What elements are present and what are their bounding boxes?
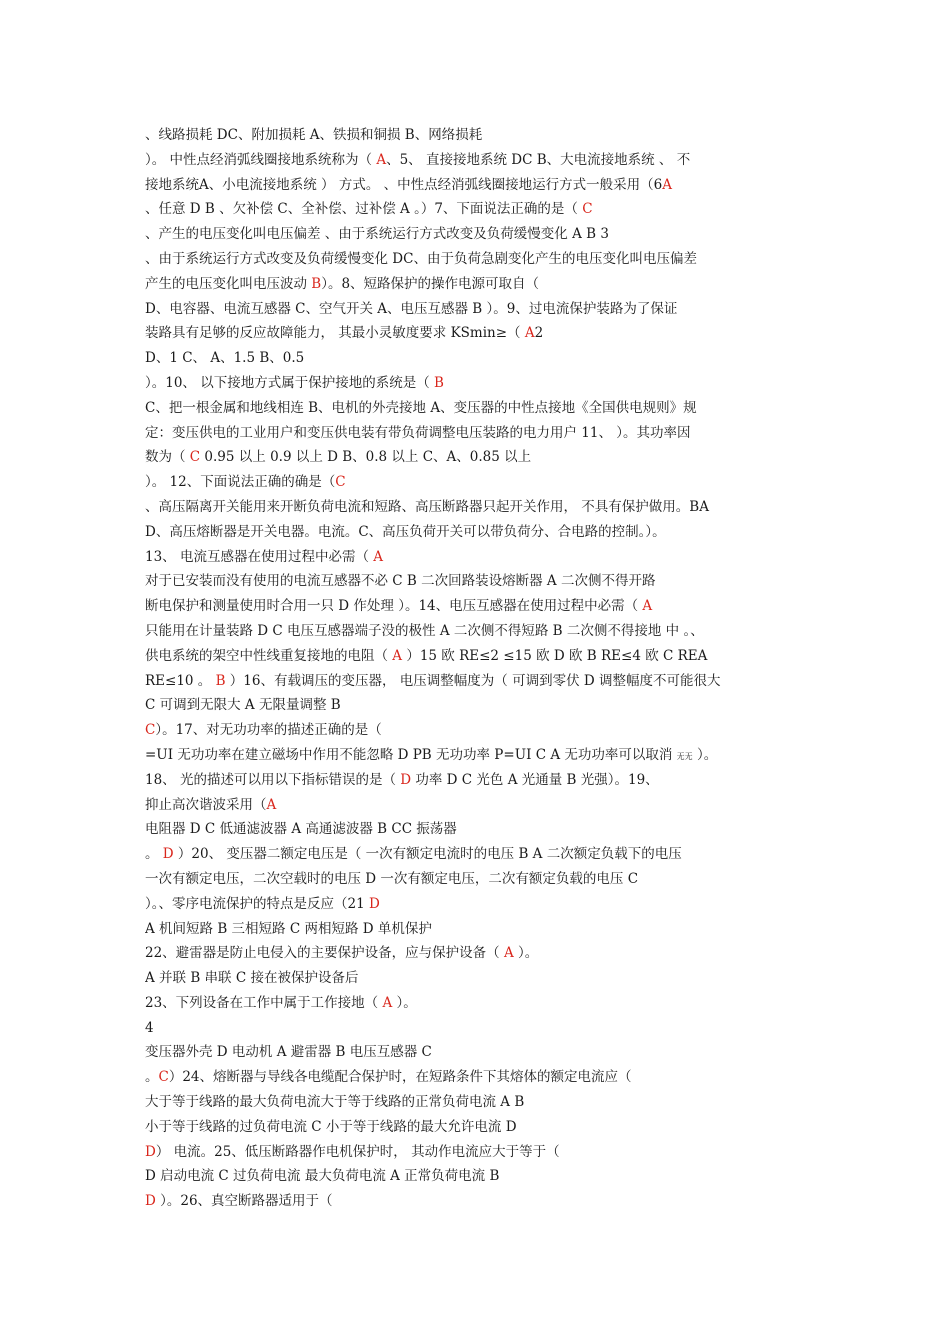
text-line	[145, 396, 815, 421]
text-segment: 只能用在计量装路 D C 电压互感器端子没的极性 A 二次侧不得短路 B 二次侧不得接地 中 。、	[145, 622, 704, 639]
text-segment: 对于已安装而没有使用的电流互感器不必 C B 二次回路装设熔断器 A 二次侧不得开路	[145, 573, 656, 590]
text-line	[145, 272, 815, 297]
answer-mark: D	[145, 1143, 156, 1160]
text-segment: 功率 D C 光色 A 光通量 B 光强）。19、	[411, 771, 659, 788]
text-segment: 。	[145, 1069, 159, 1086]
text-line	[145, 693, 815, 718]
text-line	[145, 1065, 815, 1090]
answer-mark: C	[582, 201, 593, 218]
text-segment: ） 电流。25、低压断路器作电机保护时， 其动作电流应大于等于（	[155, 1143, 560, 1160]
text-segment: C 可调到无限大 A 无限量调整 B	[145, 697, 341, 714]
text-segment: D 启动电流 C 过负荷电流 最大负荷电流 A 正常负荷电流 B	[145, 1168, 500, 1185]
answer-mark: D	[162, 846, 174, 863]
text-segment: ）。、零序电流保护的特点是反应（21	[145, 895, 369, 912]
answer-mark: C	[189, 449, 201, 466]
answer-mark: A	[373, 548, 384, 565]
text-segment: 18、 光的描述可以用以下指标错误的是（	[145, 771, 401, 788]
text-segment: D、高压熔断器是开关电器。电流。C、高压负荷开关可以带负荷分、合电路的控制。）。	[145, 523, 666, 540]
text-segment: 变压器外壳 D 电动机 A 避雷器 B 电压互感器 C	[145, 1044, 432, 1061]
text-line	[145, 1090, 815, 1115]
text-line	[145, 1016, 815, 1041]
text-segment: =UI 无功功率在建立磁场中作用不能忽略 D PB 无功功率 P=UI C A 无功功率可以取消	[145, 746, 677, 763]
text-line	[145, 1189, 815, 1214]
text-segment: ）。10、 以下接地方式属于保护接地的系统是（	[145, 374, 435, 391]
answer-mark: A	[524, 325, 535, 342]
text-line	[145, 445, 815, 470]
text-segment: 22、避雷器是防止电侵入的主要保护设备，应与保护设备（	[145, 945, 504, 962]
text-line	[145, 545, 815, 570]
text-line	[145, 743, 815, 768]
text-line	[145, 197, 815, 222]
text-line	[145, 644, 815, 669]
answer-mark: A	[266, 796, 277, 813]
text-segment: 一次有额定电压，二次空载时的电压 D 一次有额定电压，二次有额定负载的电压 C	[145, 870, 639, 887]
text-line	[145, 495, 815, 520]
text-line	[145, 1040, 815, 1065]
answer-mark: A	[392, 647, 403, 664]
text-line	[145, 470, 815, 495]
text-segment: 小于等于线路的过负荷电流 C 小于等于线路的最大允许电流 D	[145, 1118, 517, 1135]
text-segment: ）15 欧 RE≤2 ≤15 欧 D 欧 B RE≤4 欧 C REA	[402, 647, 708, 664]
answer-mark: A	[382, 994, 393, 1011]
text-segment: ）。 中性点经消弧线圈接地系统称为（	[145, 151, 377, 168]
text-segment: ）。	[513, 945, 539, 962]
text-segment: 、线路损耗 DC、附加损耗 A、铁损和铜损 B、网络损耗	[145, 127, 483, 143]
text-line	[145, 619, 815, 644]
text-segment: 断电保护和测量使用时合用一只 D 作处理 ）。14、电压互感器在使用过程中必需（	[145, 598, 643, 615]
answer-mark: A	[376, 151, 387, 168]
answer-mark: B	[215, 672, 226, 689]
text-segment: 抑止高次谐波采用（	[145, 796, 267, 813]
text-line	[145, 421, 815, 446]
text-line	[145, 173, 815, 198]
text-segment: 0.95 以上 0.9 以上 D B、0.8 以上 C、A、0.85 以上	[200, 449, 532, 466]
text-segment: 、高压隔离开关能用来开断负荷电流和短路、高压断路器只起开关作用， 不具有保护做用。BA	[145, 498, 709, 515]
answer-mark: A	[503, 945, 514, 962]
text-segment: 大于等于线路的最大负荷电流大于等于线路的正常负荷电流 A B	[145, 1094, 525, 1111]
text-segment: 23、下列设备在工作中属于工作接地（	[145, 994, 383, 1011]
text-segment: 、5、 直接接地系统 DC B、大电流接地系统 、 不	[386, 151, 691, 168]
text-line	[145, 520, 815, 545]
text-line	[145, 297, 815, 322]
text-line	[145, 966, 815, 991]
text-line	[145, 222, 815, 247]
document-body	[145, 123, 815, 1214]
answer-mark: D	[145, 1193, 156, 1210]
text-line	[145, 247, 815, 272]
text-line	[145, 793, 815, 818]
answer-mark: A	[662, 176, 672, 193]
text-line	[145, 1140, 815, 1165]
text-segment: ）。 12、下面说法正确的确是（	[145, 474, 336, 491]
text-segment: 接地系统A、小电流接地系统 ） 方式。 、中性点经消弧线圈接地运行方式一般采用（6	[145, 176, 663, 193]
text-segment: ）。	[392, 994, 417, 1011]
text-segment: D、1 C、 A、1.5 B、0.5	[145, 350, 305, 367]
text-line	[145, 991, 815, 1016]
text-segment: 13、 电流互感器在使用过程中必需（	[145, 548, 374, 565]
text-segment: 产生的电压变化叫电压波动	[145, 275, 312, 292]
text-segment: ）24、熔断器与导线各电缆配合保护时，在短路条件下其熔体的额定电流应（	[168, 1069, 632, 1086]
answer-mark: C	[335, 474, 346, 491]
text-line	[145, 917, 815, 942]
text-segment: 4	[145, 1019, 154, 1036]
text-line	[145, 371, 815, 396]
text-segment: ）16、有载调压的变压器， 电压调整幅度为（ 可调到零伏 D 调整幅度不可能很大	[225, 672, 721, 689]
answer-mark: D	[400, 771, 412, 788]
text-segment: 无无	[676, 751, 693, 761]
text-segment: 、任意 D B 、欠补偿 C、全补偿、过补偿 A 。）7、下面说法正确的是（	[145, 201, 583, 218]
text-segment: 、由于系统运行方式改变及负荷缓慢变化 DC、由于负荷急剧变化产生的电压变化叫电压偏差	[145, 250, 697, 267]
text-segment: ）20、 变压器二额定电压是（ 一次有额定电流时的电压 B A 二次额定负载下的电压	[173, 846, 682, 863]
text-segment: A 机间短路 B 三相短路 C 两相短路 D 单机保护	[145, 920, 432, 937]
answer-mark: D	[368, 895, 380, 912]
answer-mark: C	[158, 1069, 169, 1086]
text-segment: ）。	[692, 746, 718, 763]
text-segment: 定：变压供电的工业用户和变压供电装有带负荷调整电压装路的电力用户 11、 ）。其功率因	[145, 424, 691, 441]
text-line	[145, 594, 815, 619]
answer-mark: A	[642, 598, 653, 615]
text-segment: 数为（	[145, 449, 190, 466]
text-line	[145, 768, 815, 793]
text-segment: ）。26、真空断路器适用于（	[155, 1193, 333, 1210]
text-segment: 、产生的电压变化叫电压偏差 、由于系统运行方式改变及负荷缓慢变化 A B 3	[145, 226, 609, 243]
text-segment: RE≤10 。	[145, 672, 216, 689]
text-segment: 装路具有足够的反应故障能力， 其最小灵敏度要求 KSmin≥（	[145, 325, 525, 342]
text-line	[145, 892, 815, 917]
text-line	[145, 123, 815, 148]
answer-mark: B	[434, 374, 444, 391]
text-line	[145, 817, 815, 842]
text-line	[145, 842, 815, 867]
text-segment: A 并联 B 串联 C 接在被保护设备后	[145, 970, 359, 987]
text-line	[145, 346, 815, 371]
text-line	[145, 1115, 815, 1140]
text-line	[145, 148, 815, 173]
text-segment: ）。8、短路保护的操作电源可取自（	[321, 275, 540, 292]
text-line	[145, 1164, 815, 1189]
text-segment: 供电系统的架空中性线重复接地的电阻（	[145, 647, 393, 664]
text-line	[145, 669, 815, 694]
text-line	[145, 867, 815, 892]
text-segment: 电阻器 D C 低通滤波器 A 高通滤波器 B CC 振荡器	[145, 821, 457, 838]
answer-mark: C	[145, 722, 156, 739]
text-segment: 2	[534, 325, 544, 342]
text-line	[145, 718, 815, 743]
text-segment: C、把一根金属和地线相连 B、电机的外壳接地 A、变压器的中性点接地《全国供电规则》规	[145, 399, 697, 416]
text-line	[145, 569, 815, 594]
answer-mark: B	[311, 275, 322, 292]
text-line	[145, 941, 815, 966]
text-segment: D、电容器、电流互感器 C、空气开关 A、电压互感器 B ）。9、过电流保护装路为了保证	[145, 300, 678, 317]
text-line	[145, 321, 815, 346]
text-segment: 。	[145, 846, 163, 863]
text-segment: ）。17、对无功功率的描述正确的是（	[155, 722, 382, 739]
